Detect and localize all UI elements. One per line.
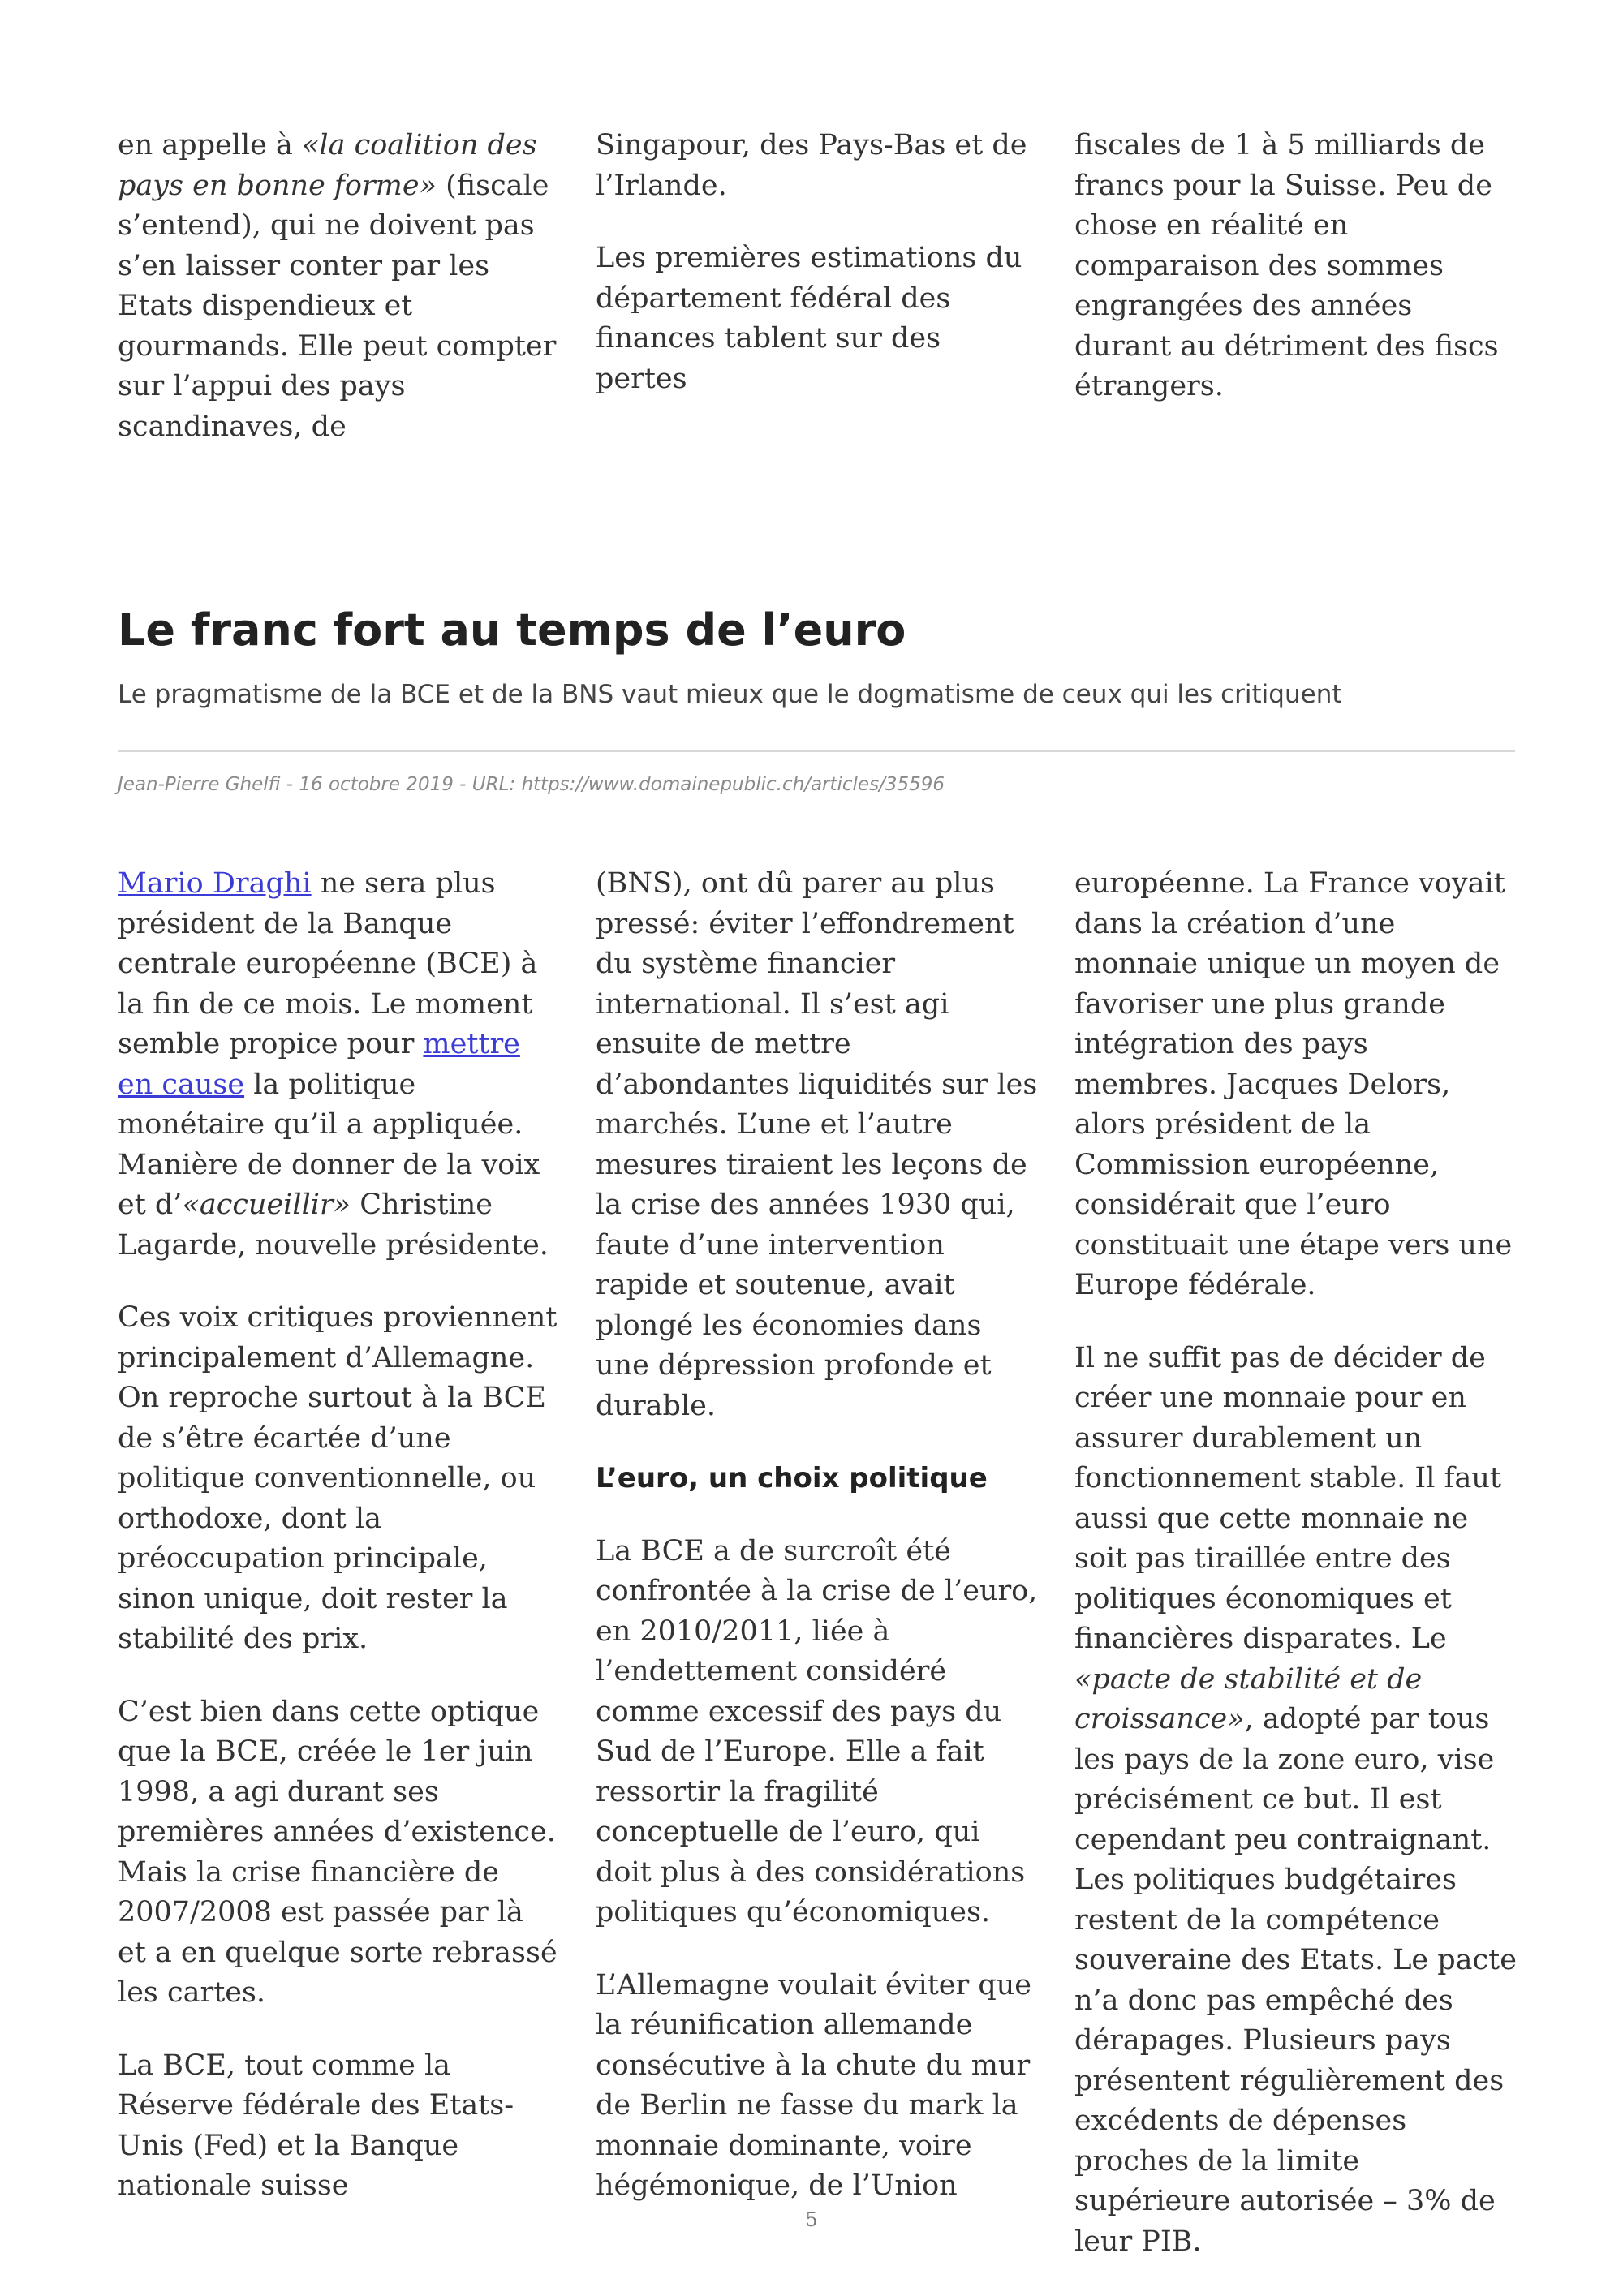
article-byline: Jean-Pierre Ghelfi - 16 octobre 2019 - URL: https://www.domainepublic.ch/articles/35596: [118, 774, 945, 795]
paragraph: L’Allemagne voulait éviter que la réunification allemande consécutive à la chute du mur de Berlin ne fasse du mark la monnaie dominante, voire hégémonique, de l’Union: [596, 1968, 1031, 2202]
paragraph: européenne. La France voyait dans la création d’une monnaie unique un moyen de favoriser une plus grande intégration des pays membres. Jacques Delors, alors président de la Commission européenne, considérait que l’euro constituait une étape vers une Europe fédérale.: [1074, 867, 1513, 1301]
prev-article-column-2: [596, 126, 1038, 399]
paragraph: Ces voix critiques proviennent principalement d’Allemagne. On reproche surtout à la BCE de s’être écartée d’une politique conventionnelle, ou orthodoxe, dont la préoccupation principale, sinon unique, doit rester la stabilité des prix.: [118, 1301, 558, 1655]
quote: «accueillir»: [182, 1189, 351, 1221]
link-mettre-en-cause[interactable]: mettre en cause: [118, 1028, 520, 1101]
quote: «la coalition des pays en bonne forme»: [118, 129, 537, 202]
section-heading: L’euro, un choix politique: [596, 1462, 988, 1494]
paragraph: Les premières estimations du département fédéral des finances tablent sur des pertes: [596, 242, 1022, 395]
page-number: 5: [805, 2208, 818, 2231]
article-column-2: [596, 864, 1038, 2207]
header-divider: [118, 750, 1515, 752]
paragraph: C’est bien dans cette optique que la BCE, créée le 1er juin 1998, a agi durant ses premières années d’existence. Mais la crise financière de 2007/2008 est passée par là et a en quelque sorte rebrassé les cartes.: [118, 1695, 558, 2009]
quote: «pacte de stabilité et de croissance»: [1074, 1662, 1423, 1735]
article-title: Le franc fort au temps de l’euro: [118, 604, 906, 656]
paragraph: Mario Draghi ne sera plus président de la Banque centrale européenne (BCE) à la fin de ce mois. Le moment semble propice pour mettre en cause la politique monétaire qu’il a appliquée. Manière de donner de la voix et d’«accueillir» Christine Lagarde, nouvelle présidente.: [118, 867, 549, 1262]
paragraph: en appelle à «la coalition des pays en bonne forme» (fiscale s’entend), qui ne doivent pas s’en laisser conter par les Etats dispendieux et gourmands. Elle peut compter sur l’appui des pays scandinaves, de: [118, 129, 557, 443]
paragraph: fiscales de 1 à 5 milliards de francs pour la Suisse. Peu de chose en réalité en comparaison des sommes engrangées des années durant au détriment des fiscs étrangers.: [1074, 129, 1499, 402]
prev-article-column-3: [1074, 126, 1517, 407]
article-column-1: [118, 864, 560, 2207]
paragraph: (BNS), ont dû parer au plus pressé: éviter l’effondrement du système financier international. Il s’est agi ensuite de mettre d’abondantes liquidités sur les marchés. L’une et l’autre mesures tiraient les leçons de la crise des années 1930 qui, faute d’une intervention rapide et soutenue, avait plongé les économies dans une dépression profonde et durable.: [596, 867, 1038, 1422]
paragraph: La BCE a de surcroît été confrontée à la crise de l’euro, en 2010/2011, liée à l’endettement considéré comme excessif des pays du Sud de l’Europe. Elle a fait ressortir la fragilité conceptuelle de l’euro, qui doit plus à des considérations politiques qu’économiques.: [596, 1534, 1038, 1928]
paragraph: Singapour, des Pays-Bas et de l’Irlande.: [596, 129, 1027, 202]
article-subtitle: Le pragmatisme de la BCE et de la BNS vaut mieux que le dogmatisme de ceux qui les critiquent: [118, 680, 1342, 709]
paragraph: Il ne suffit pas de décider de créer une monnaie pour en assurer durablement un fonctionnement stable. Il faut aussi que cette monnaie ne soit pas tiraillée entre des politiques économiques et financières disparates. Le «pacte de stabilité et de croissance», adopté par tous les pays de la zone euro, vise précisément ce but. Il est cependant peu contraignant. Les politiques budgétaires restent de la compétence souveraine des Etats. Le pacte n’a donc pas empêché des dérapages. Plusieurs pays présentent régulièrement des excédents de dépenses proches de la limite supérieure autorisée – 3% de leur PIB.: [1074, 1341, 1517, 2258]
article-column-3: [1074, 864, 1517, 2262]
link-mario-draghi[interactable]: Mario Draghi: [118, 867, 312, 900]
prev-article-column-1: [118, 126, 560, 447]
paragraph: La BCE, tout comme la Réserve fédérale des Etats-Unis (Fed) et la Banque nationale suisse: [118, 2049, 514, 2202]
